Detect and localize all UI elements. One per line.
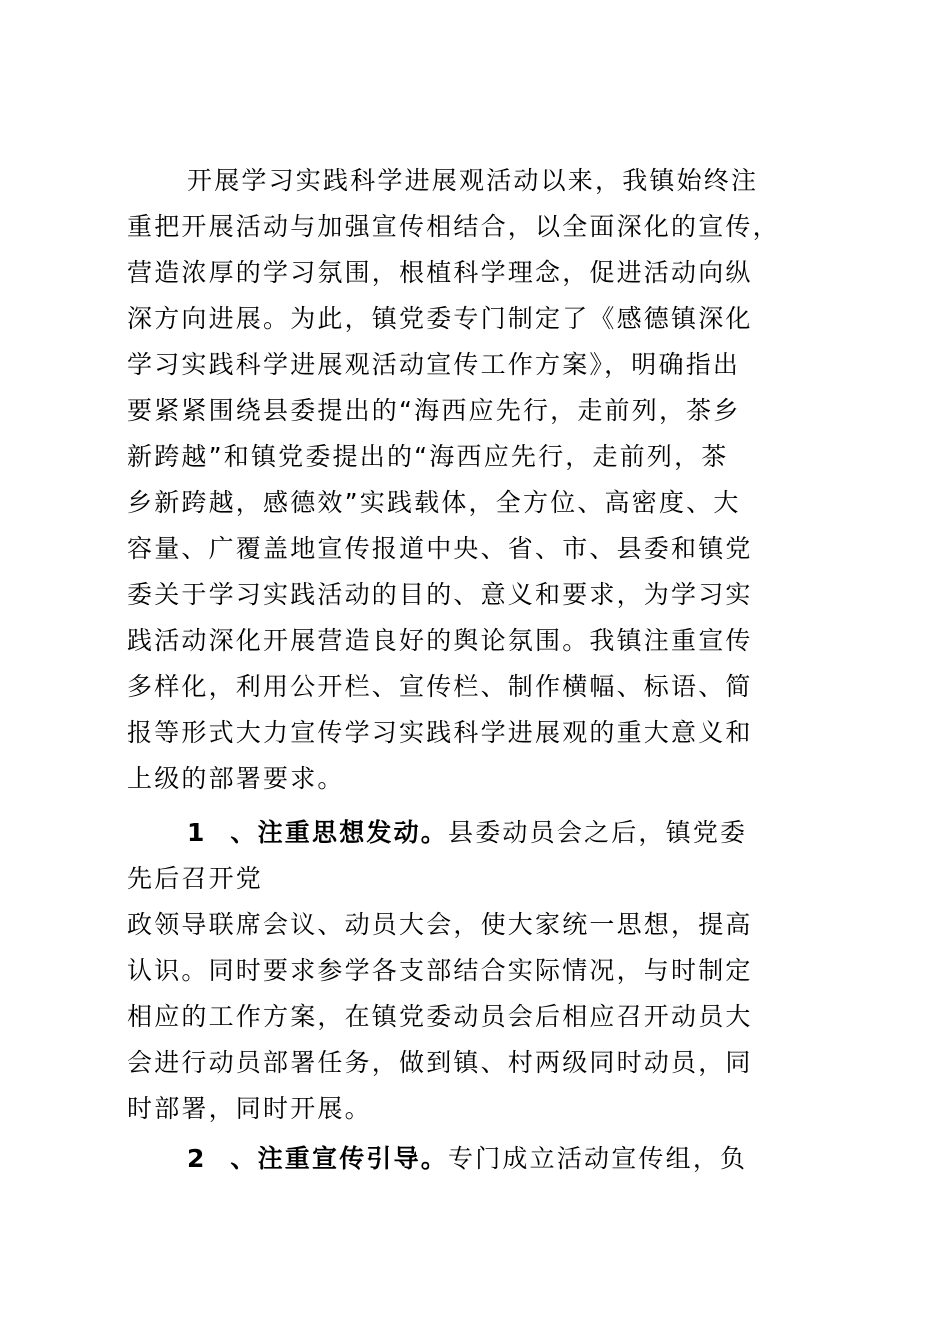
paragraph-line: 践活动深化开展营造良好的舆论氛围。我镇注重宣传 xyxy=(127,626,753,655)
section-heading: 、注重思想发动。 xyxy=(230,818,449,847)
section-thought-mobilization xyxy=(127,810,837,1132)
paragraph-line: 乡新跨越，感德效”实践载体，全方位、高密度、大 xyxy=(127,488,741,517)
paragraph-line: 报等形式大力宣传学习实践科学进展观的重大意义和 xyxy=(127,718,753,747)
section-text: 专门成立活动宣传组，负 xyxy=(448,1144,748,1173)
paragraph-line: 多样化，利用公开栏、宣传栏、制作横幅、标语、简 xyxy=(127,672,753,701)
section-number: 1 xyxy=(187,818,205,847)
paragraph-line: 新跨越”和镇党委提出的“海西应先行，走前列，茶 xyxy=(127,442,729,471)
paragraph-line: 学习实践科学进展观活动宣传工作方案》，明确指出 xyxy=(127,350,741,379)
paragraph-line: 深方向进展。为此，镇党委专门制定了《感德镇深化 xyxy=(127,304,753,333)
paragraph-line: 会进行动员部署任务，做到镇、村两级同时动员，同 xyxy=(127,1048,753,1077)
section-publicity-guidance xyxy=(127,1136,837,1182)
paragraph-line: 重把开展活动与加强宣传相结合，以全面深化的宣传， xyxy=(127,212,780,241)
paragraph-line: 开展学习实践科学进展观活动以来，我镇始终注 xyxy=(187,166,759,195)
paragraph-line: 先后召开党 xyxy=(127,864,264,893)
paragraph-line: 营造浓厚的学习氛围，根植科学理念，促进活动向纵 xyxy=(127,258,753,287)
paragraph-intro xyxy=(127,158,837,802)
paragraph-line: 容量、广覆盖地宣传报道中央、省、市、县委和镇党 xyxy=(127,534,753,563)
paragraph-line: 委关于学习实践活动的目的、意义和要求，为学习实 xyxy=(127,580,753,609)
paragraph-line: 时部署，同时开展。 xyxy=(127,1094,372,1123)
paragraph-line: 政领导联席会议、动员大会，使大家统一思想，提高 xyxy=(127,910,753,939)
section-heading: 、注重宣传引导。 xyxy=(230,1144,449,1173)
paragraph-line: 上级的部署要求。 xyxy=(127,764,345,793)
section-number: 2 xyxy=(187,1144,205,1173)
paragraph-line: 要紧紧围绕县委提出的“海西应先行，走前列，茶乡 xyxy=(127,396,741,425)
section-first-line xyxy=(127,810,837,856)
paragraph-line: 认识。同时要求参学各支部结合实际情况，与时制定 xyxy=(127,956,753,985)
section-first-line xyxy=(127,1136,837,1182)
paragraph-line: 相应的工作方案，在镇党委动员会后相应召开动员大 xyxy=(127,1002,753,1031)
section-text: 县委动员会之后，镇党委 xyxy=(448,818,748,847)
